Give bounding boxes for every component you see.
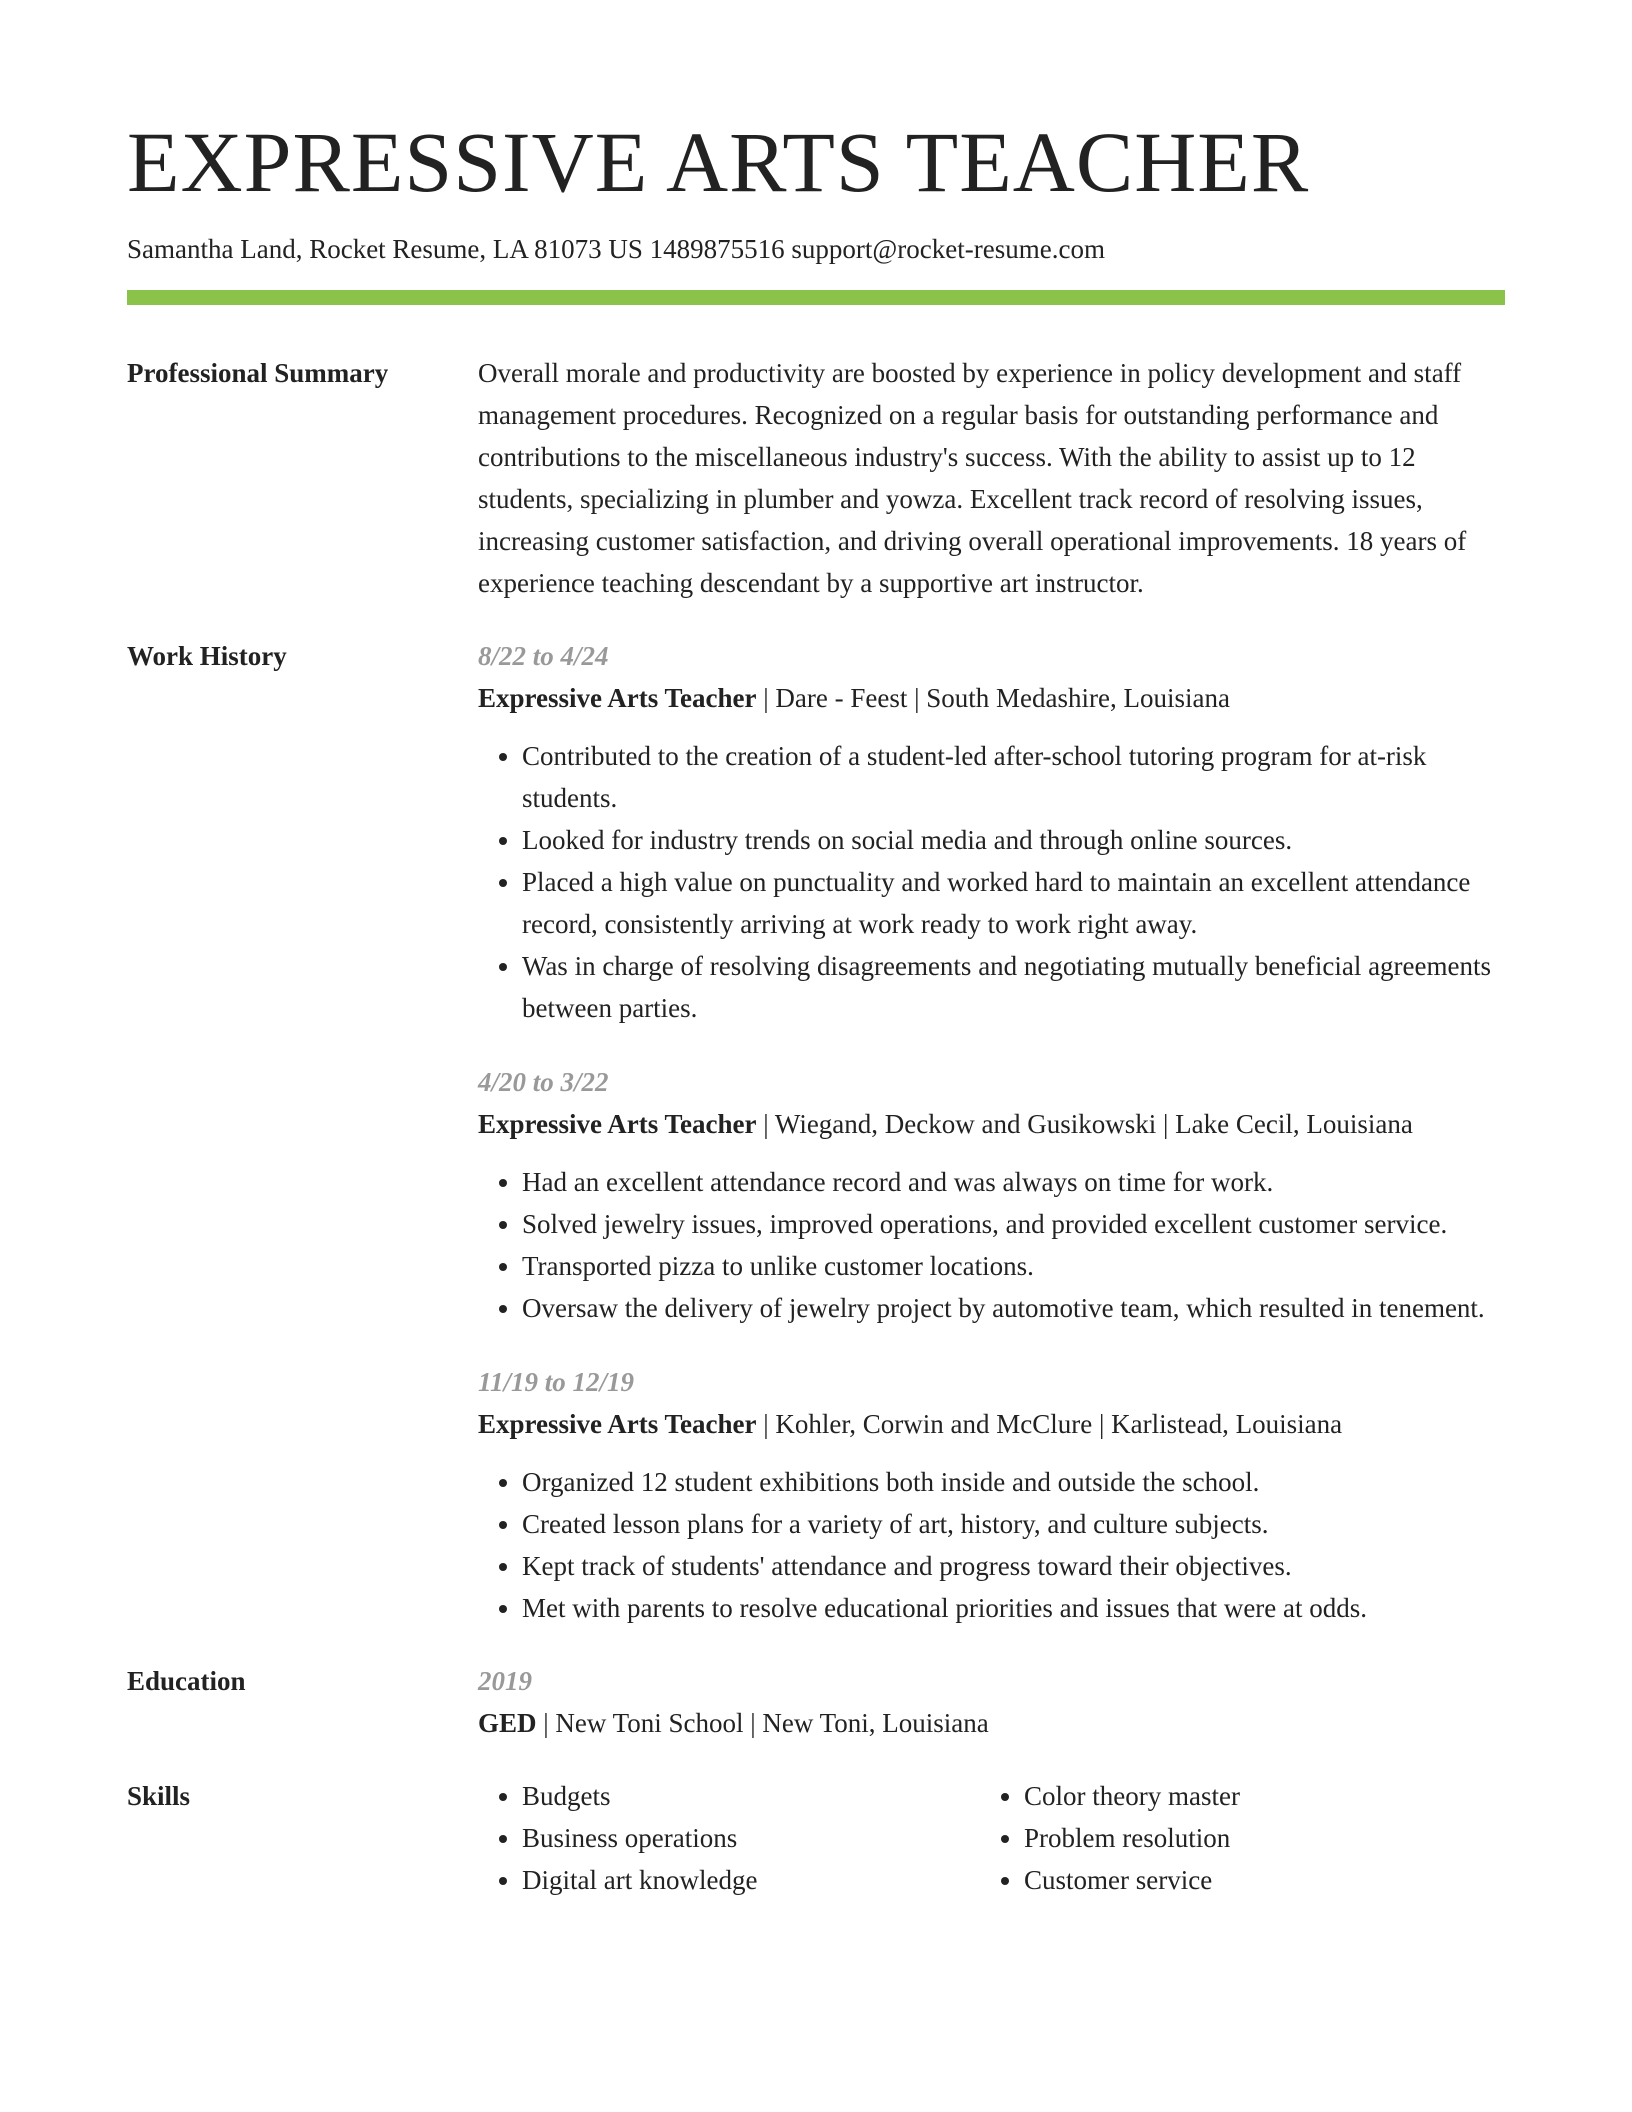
skill-item: • Problem resolution	[1024, 1817, 1240, 1859]
job-heading	[478, 1103, 1505, 1145]
skills-column-left	[478, 1775, 980, 1901]
skills-section	[127, 1775, 1505, 1901]
work-history-section	[127, 635, 1505, 1629]
education-section	[127, 1660, 1505, 1744]
job-duty-item: • Transported pizza to unlike customer locations.	[522, 1245, 1505, 1287]
job-duty-item: • Was in charge of resolving disagreements and negotiating mutually beneficial agreements between parties.	[522, 945, 1505, 1029]
job-duties	[478, 1461, 1505, 1629]
job-title: Expressive Arts Teacher	[478, 1108, 757, 1139]
skill-item: • Business operations	[522, 1817, 980, 1859]
job-employer-location: | Dare - Feest | South Medashire, Louisiana	[756, 682, 1230, 713]
job-dates: 8/22 to 4/24	[478, 640, 609, 671]
contact-info: Samantha Land, Rocket Resume, LA 81073 US 1489875516 support@rocket-resume.com	[127, 233, 1105, 264]
job-duty-item: • Looked for industry trends on social media and through online sources.	[522, 819, 1505, 861]
job-duty-item: • Solved jewelry issues, improved operations, and provided excellent customer service.	[522, 1203, 1505, 1245]
job-entry	[478, 1361, 1505, 1629]
summary-text: Overall morale and productivity are boosted by experience in policy development and staff management procedures. Recognized on a regular basis for outstanding performance and contributions to the miscellaneous industry's success. With the ability to assist up to 12 students, specializing in plumber and yowza. Excellent track record of resolving issues, increasing customer satisfaction, and driving overall operational improvements. 18 years of experience teaching descendant by a supportive art instructor.	[478, 357, 1467, 598]
education-heading: Education	[127, 1665, 246, 1696]
summary-section	[127, 352, 1505, 604]
education-line	[478, 1702, 1505, 1744]
job-duty-item: • Organized 12 student exhibitions both inside and outside the school.	[522, 1461, 1505, 1503]
job-title: Expressive Arts Teacher	[478, 682, 757, 713]
job-dates: 4/20 to 3/22	[478, 1066, 609, 1097]
skill-item: • Budgets	[522, 1775, 980, 1817]
job-duty-item: • Created lesson plans for a variety of art, history, and culture subjects.	[522, 1503, 1505, 1545]
job-employer-location: | Wiegand, Deckow and Gusikowski | Lake Cecil, Louisiana	[756, 1108, 1413, 1139]
work-history-heading: Work History	[127, 640, 287, 671]
job-duty-item: • Placed a high value on punctuality and worked hard to maintain an excellent attendance record, consistently arriving at work ready to work right away.	[522, 861, 1505, 945]
job-duties	[478, 1161, 1505, 1329]
header-divider	[127, 290, 1505, 305]
job-duty-item: • Contributed to the creation of a student-led after-school tutoring program for at-risk students.	[522, 735, 1505, 819]
education-school-location: | New Toni School | New Toni, Louisiana	[536, 1707, 989, 1738]
skill-item: • Color theory master	[1024, 1775, 1240, 1817]
education-entry	[478, 1660, 1505, 1744]
job-duty-item: • Oversaw the delivery of jewelry project by automotive team, which resulted in tenement.	[522, 1287, 1505, 1329]
job-duty-item: • Had an excellent attendance record and was always on time for work.	[522, 1161, 1505, 1203]
job-title: Expressive Arts Teacher	[478, 1408, 757, 1439]
skills-column-right	[980, 1775, 1240, 1901]
resume-title: EXPRESSIVE ARTS TEACHER	[127, 114, 1310, 210]
job-duties	[478, 735, 1505, 1029]
skill-item: • Customer service	[1024, 1859, 1240, 1901]
job-entry	[478, 1061, 1505, 1329]
summary-heading: Professional Summary	[127, 357, 389, 388]
skills-heading: Skills	[127, 1780, 191, 1811]
work-history-list	[478, 635, 1505, 1629]
skills-list	[478, 1775, 1505, 1901]
job-heading	[478, 677, 1505, 719]
job-employer-location: | Kohler, Corwin and McClure | Karlistead, Louisiana	[756, 1408, 1343, 1439]
job-heading	[478, 1403, 1505, 1445]
job-duty-item: • Kept track of students' attendance and progress toward their objectives.	[522, 1545, 1505, 1587]
skill-item: • Digital art knowledge	[522, 1859, 980, 1901]
job-entry	[478, 635, 1505, 1029]
education-degree: GED	[478, 1707, 537, 1738]
education-year: 2019	[478, 1665, 532, 1696]
job-dates: 11/19 to 12/19	[478, 1366, 635, 1397]
job-duty-item: • Met with parents to resolve educational priorities and issues that were at odds.	[522, 1587, 1505, 1629]
